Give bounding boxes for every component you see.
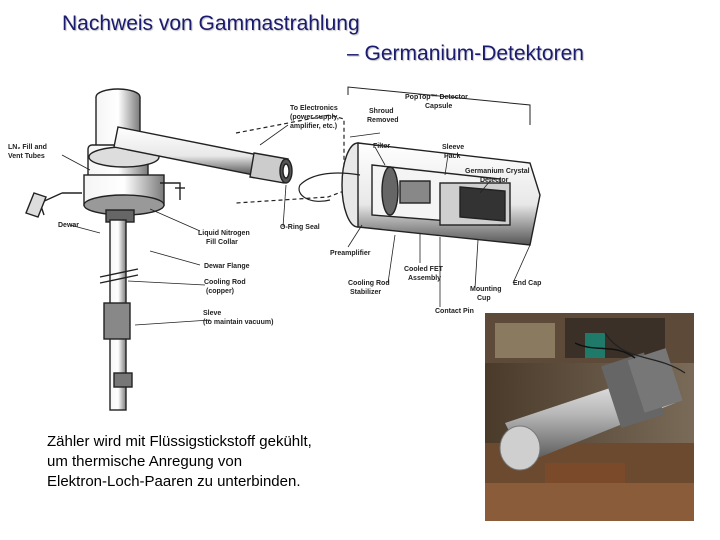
svg-text:(to maintain vacuum): (to maintain vacuum) xyxy=(203,319,274,326)
label-preamp: Preamplifier xyxy=(330,250,371,257)
svg-text:LN₂ Fill and xyxy=(8,144,47,151)
caption-line-2: um thermische Anregung von xyxy=(47,453,243,470)
label-shroud: Shroud xyxy=(369,108,394,115)
label-dewar-flange: Dewar Flange xyxy=(204,263,250,270)
svg-text:Detector: Detector xyxy=(480,177,509,184)
svg-text:Pack: Pack xyxy=(444,153,461,160)
svg-text:Vent Tubes: Vent Tubes xyxy=(8,153,45,160)
label-filter: Filter xyxy=(373,143,391,150)
svg-text:Capsule: Capsule xyxy=(425,103,453,110)
label-mounting-cup: Mounting xyxy=(470,286,502,293)
label-oring: O-Ring Seal xyxy=(280,224,320,231)
svg-text:Assembly: Assembly xyxy=(408,275,442,282)
svg-text:(power supply,: (power supply, xyxy=(290,114,339,121)
label-fet: Cooled FET xyxy=(404,266,443,273)
label-sleeve-pack: Sleeve xyxy=(442,144,465,151)
title-line-1: Nachweis von Gammastrahlung xyxy=(62,12,360,35)
svg-text:Fill Collar: Fill Collar xyxy=(206,239,238,246)
caption xyxy=(47,432,312,492)
title-line-2: – Germanium-Detektoren xyxy=(347,42,584,65)
detector-photo xyxy=(485,313,694,521)
label-poptop: PopTop™ Detector xyxy=(405,94,468,101)
label-ln-collar: Liquid Nitrogen xyxy=(198,230,250,237)
svg-text:Stabilizer: Stabilizer xyxy=(350,289,382,296)
svg-text:(copper): (copper) xyxy=(206,288,234,295)
label-lnfill: LN₂ Fill and xyxy=(8,144,47,151)
label-dewar: Dewar xyxy=(58,222,80,229)
svg-text:Cup: Cup xyxy=(477,295,491,302)
label-electronics: To Electronics xyxy=(290,105,338,112)
label-contact-pin: Contact Pin xyxy=(435,308,474,315)
svg-text:amplifier, etc.): amplifier, etc.) xyxy=(290,123,338,130)
detector-capsule xyxy=(342,143,540,245)
label-end-cap: End Cap xyxy=(513,280,542,287)
germanium-detector-diagram xyxy=(0,75,560,420)
label-cooling-rod: Cooling Rod xyxy=(204,279,246,286)
caption-line-1: Zähler wird mit Flüssigstickstoff gekühlt, xyxy=(47,433,312,450)
label-sleeve: Sleve xyxy=(203,310,222,317)
label-stabilizer: Cooling Rod xyxy=(348,280,390,287)
caption-line-3: Elektron-Loch-Paaren zu unterbinden. xyxy=(47,473,301,490)
label-crystal: Germanium Crystal xyxy=(465,168,530,175)
svg-text:Removed: Removed xyxy=(367,117,399,124)
